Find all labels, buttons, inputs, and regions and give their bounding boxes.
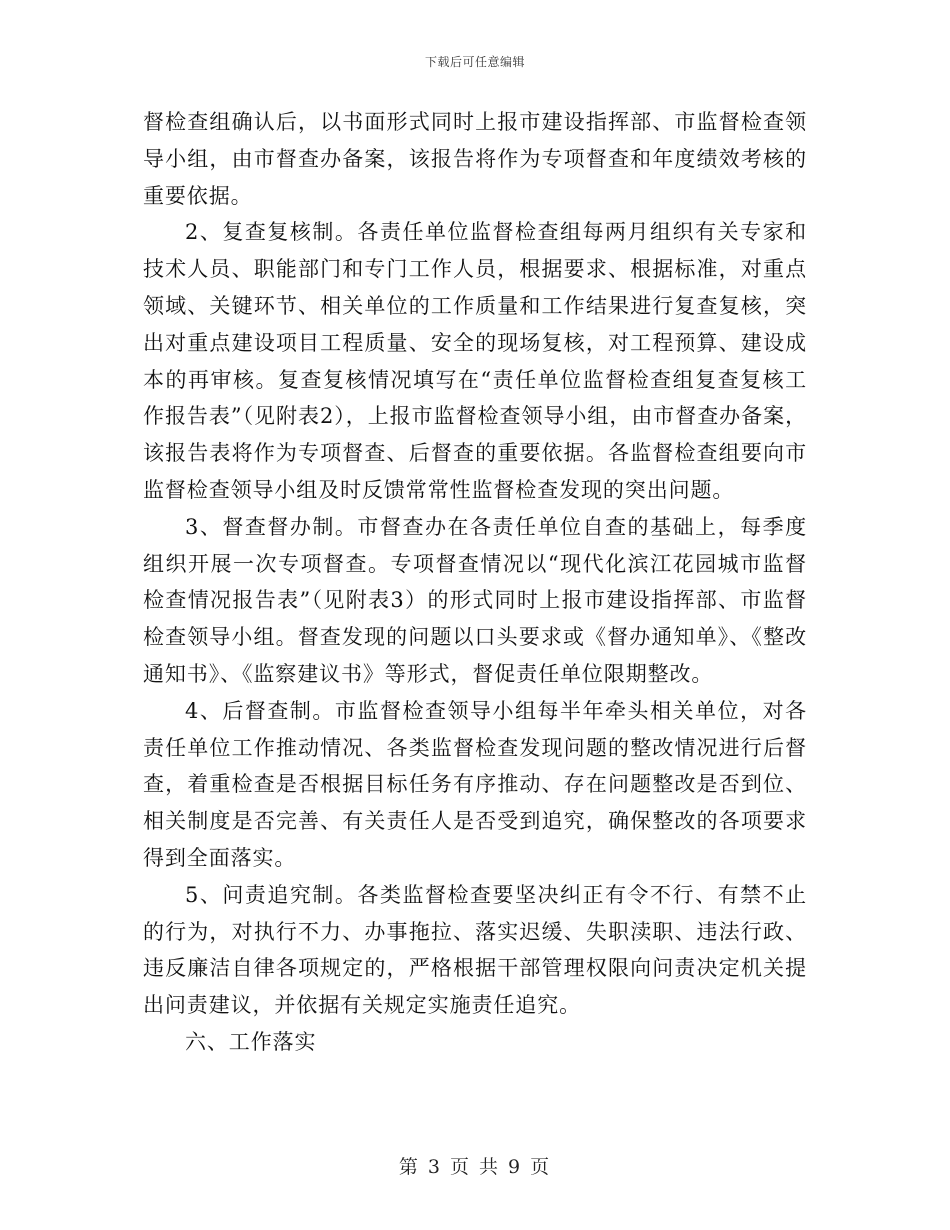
page-header: 下载后可任意编辑	[424, 55, 525, 69]
section-heading-work-implementation: 六、工作落实	[185, 1029, 317, 1054]
footer-middle: 页 共	[449, 1156, 501, 1178]
paragraph-supervision-system: 3、督查督办制。市督查办在各责任单位自查的基础上，每季度组织开展一次专项督查。专项督查情况以“现代化滨江花园城市监督检查情况报告表”（见附表3）的形式同时上报市建设指挥部、市监督检查领导小组。督查发现的问题以口头要求或《督办通知单》、《整改通知书》、《监察建议书》等形式，督促责任单位限期整改。	[143, 514, 807, 686]
total-pages-number: 9	[508, 1156, 523, 1178]
page-footer	[0, 1152, 950, 1179]
footer-suffix: 页	[530, 1156, 552, 1178]
current-page-number: 3	[427, 1156, 442, 1178]
paragraph-post-supervision-system: 4、后督查制。市监督检查领导小组每半年牵头相关单位，对各责任单位工作推动情况、各类监督检查发现问题的整改情况进行后督查，着重检查是否根据目标任务有序推动、存在问题整改是否到位、相关制度是否完善、有关责任人是否受到追究，确保整改的各项要求得到全面落实。	[143, 698, 807, 870]
paragraph-accountability-system: 5、问责追究制。各类监督检查要坚决纠正有令不行、有禁不止的行为，对执行不力、办事拖拉、落实迟缓、失职渎职、违法行政、违反廉洁自律各项规定的，严格根据干部管理权限向问责决定机关提出问责建议，并依据有关规定实施责任追究。	[143, 882, 807, 1018]
document-body	[143, 104, 807, 1061]
paragraph-review-system: 2、复查复核制。各责任单位监督检查组每两月组织有关专家和技术人员、职能部门和专门工作人员，根据要求、根据标准，对重点领域、关键环节、相关单位的工作质量和工作结果进行复查复核，突出对重点建设项目工程质量、安全的现场复核，对工程预算、建设成本的再审核。复查复核情况填写在“责任单位监督检查组复查复核工作报告表”（见附表2），上报市监督检查领导小组，由市督查办备案，该报告表将作为专项督查、后督查的重要依据。各监督检查组要向市监督检查领导小组及时反馈常常性监督检查发现的突出问题。	[143, 220, 807, 502]
paragraph-continuation: 督检查组确认后，以书面形式同时上报市建设指挥部、市监督检查领导小组，由市督查办备案，该报告将作为专项督查和年度绩效考核的重要依据。	[143, 110, 807, 208]
footer-prefix: 第	[398, 1156, 420, 1178]
